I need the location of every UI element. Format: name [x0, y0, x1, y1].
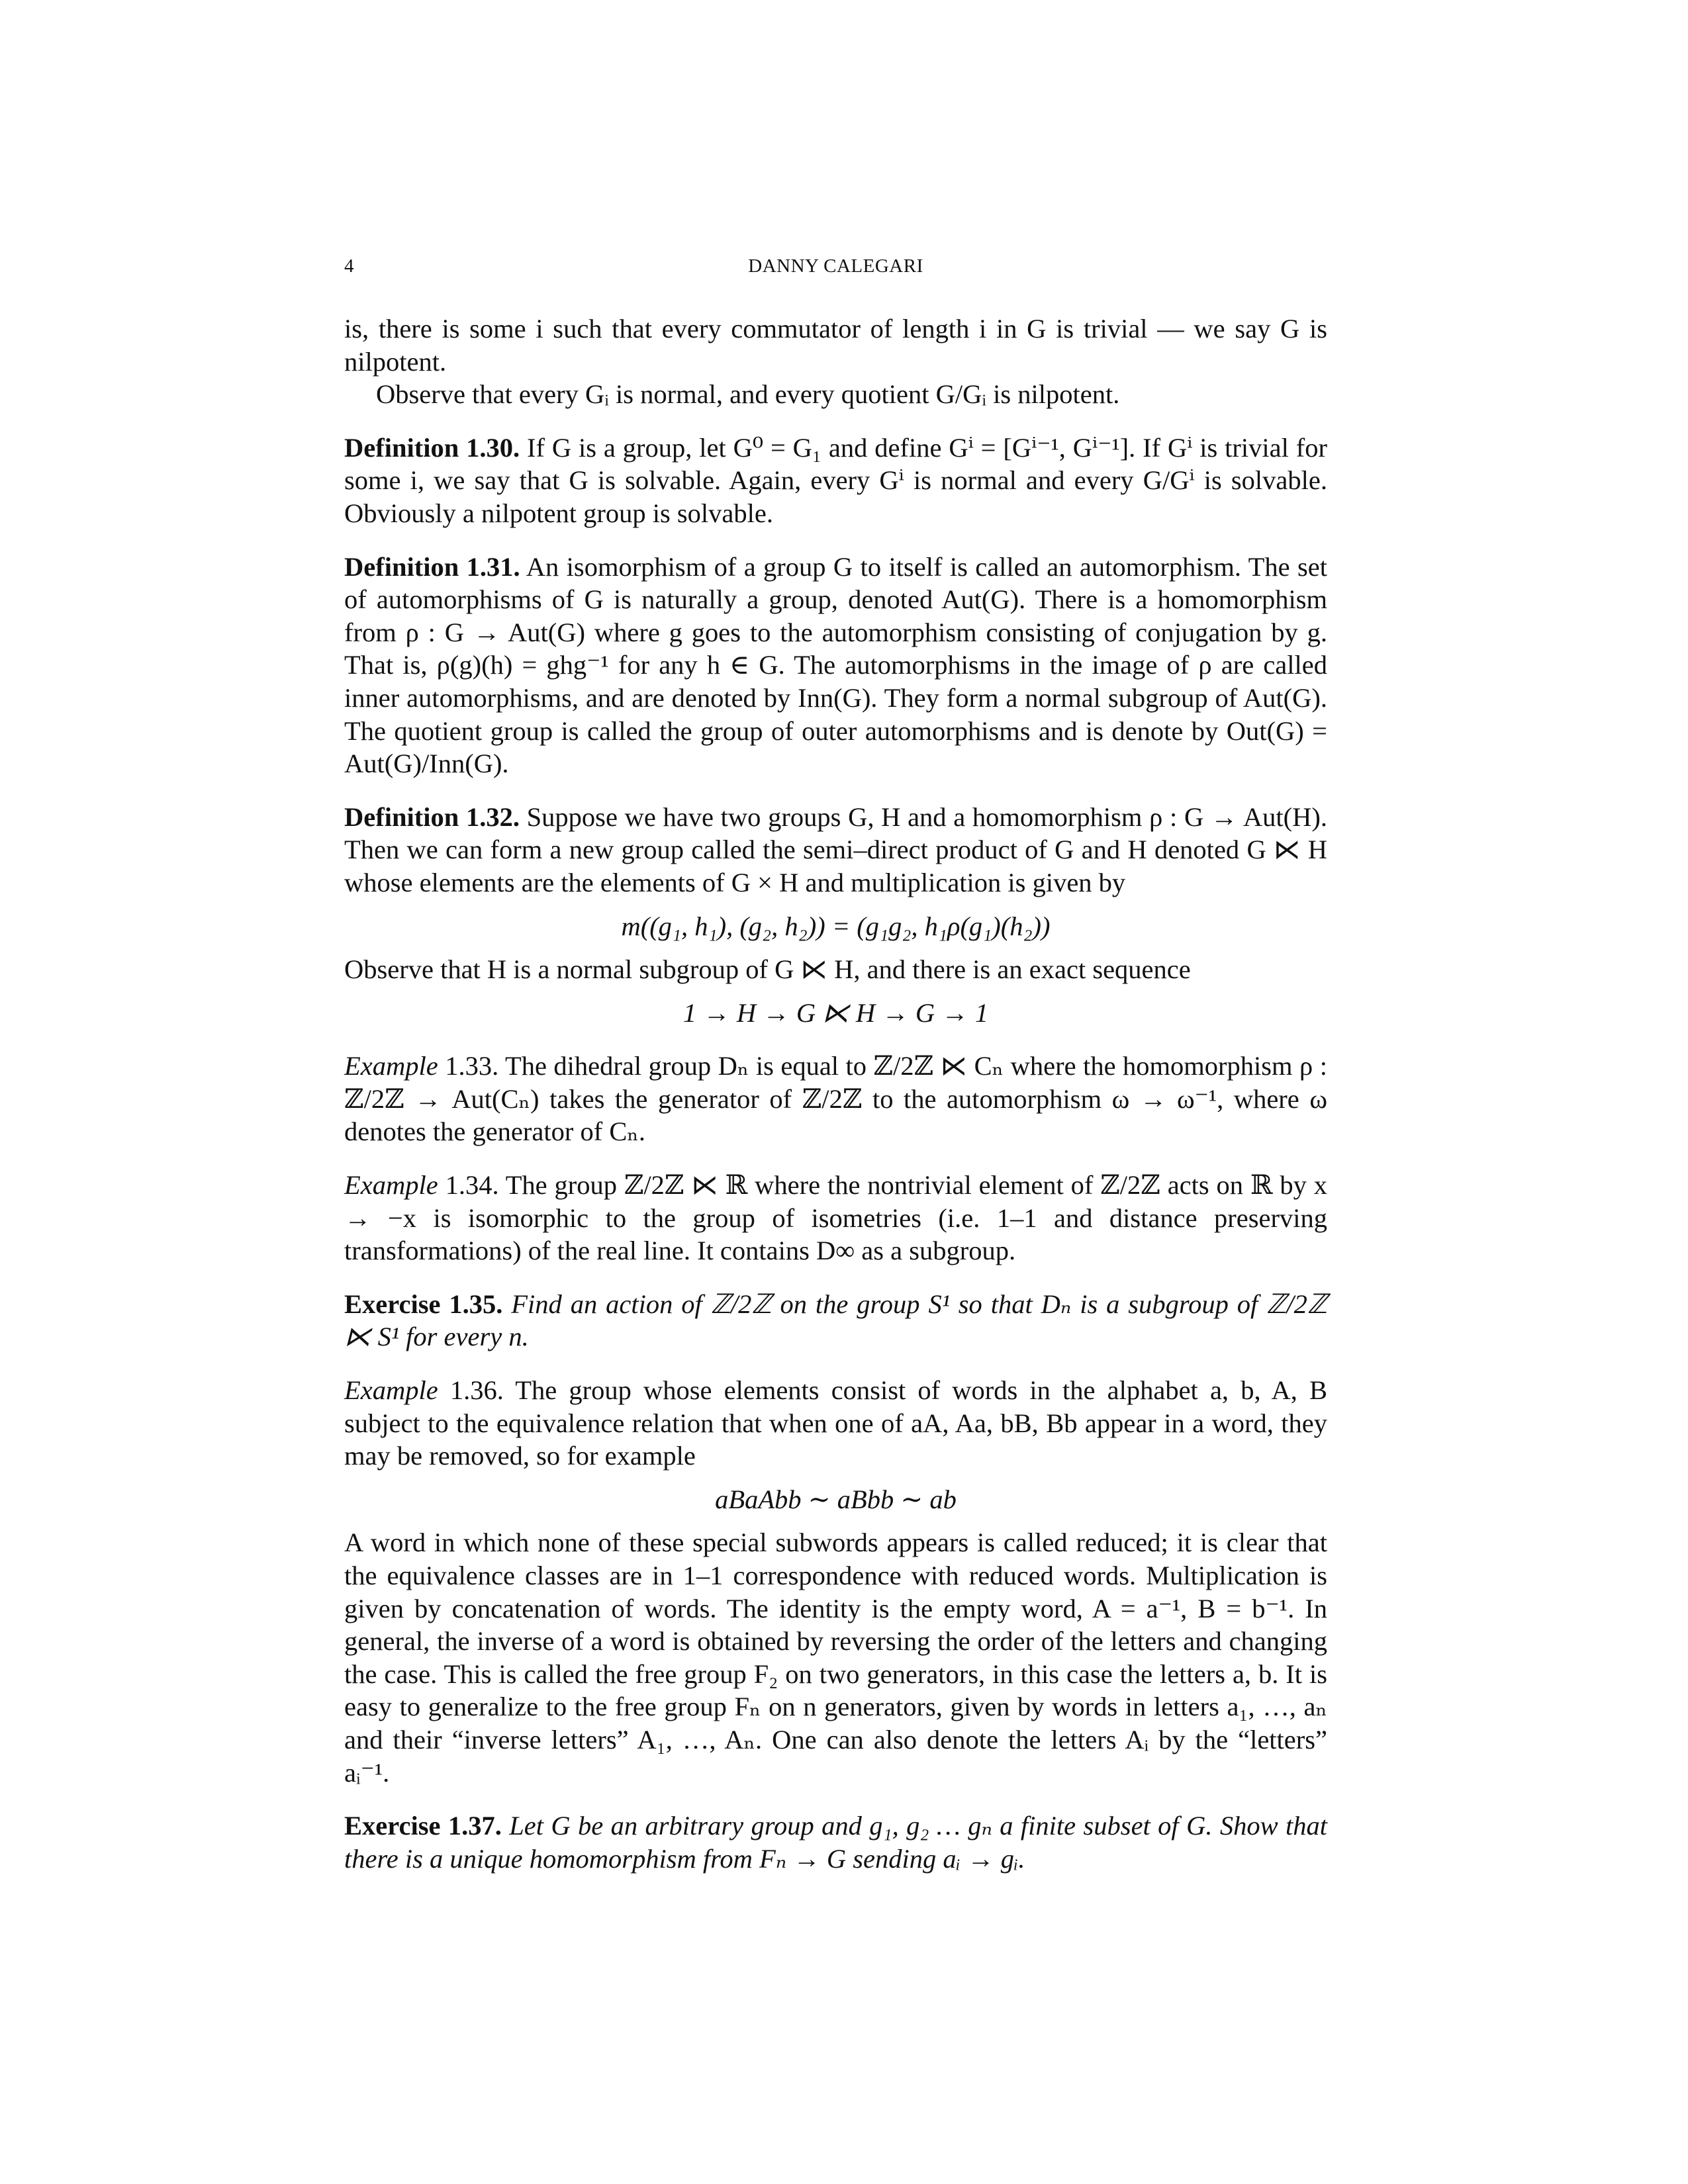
paragraph-exact-sequence: Observe that H is a normal subgroup of G ⋉ H, and there is an exact sequence [344, 954, 1191, 985]
example-number: 1.36. [449, 1375, 504, 1406]
example-text: The dihedral group Dₙ is equal to ℤ/2ℤ ⋉ Cₙ where the homomorphism ρ : ℤ/2ℤ → Aut(Cₙ) takes the generator of ℤ/2ℤ to the automorphism ω → ω⁻¹, where ω denotes the generator of Cₙ. [344, 1051, 1327, 1147]
running-head: DANNY CALEGARI [748, 255, 923, 277]
paragraph-observe-normal: Observe that every Gᵢ is normal, and every quotient G/Gᵢ is nilpotent. [376, 379, 1120, 410]
paragraph-free-group: A word in which none of these special subwords appears is called reduced; it is clear that the equivalence classes are in 1–1 correspondence with reduced words. Multiplication is given by concatenation of words. The identity is the empty word, A = a⁻¹, B = b⁻¹. In general, the inverse of a word is obtained by reversing the order of the letters and changing the case. This is called the free group F₂ on two generators, in this case the letters a, b. It is easy to generalize to the free group Fₙ on n generators, given by words in letters a₁, …, aₙ and their “inverse letters” A₁, …, Aₙ. One can also denote the letters Aᵢ by the “letters” aᵢ⁻¹. [344, 1527, 1327, 1788]
example-1-33 [344, 1050, 1327, 1148]
definition-1-30 [344, 432, 1327, 530]
exercise-1-35 [344, 1288, 1327, 1353]
definition-label: Definition 1.32. [344, 801, 520, 832]
definition-1-31 [344, 551, 1327, 780]
definition-text: If G is a group, let G⁰ = G₁ and define Gⁱ = [Gⁱ⁻¹, Gⁱ⁻¹]. If Gⁱ is trivial for some i, we say that G is solvable. Again, every Gⁱ is normal and every G/Gⁱ is solvable. Obviously a nilpotent group is solvable. [344, 432, 1328, 528]
exercise-label: Exercise 1.37. [344, 1811, 502, 1841]
equation-word-reduction: aBaAbb ∼ aBbb ∼ ab [715, 1484, 957, 1514]
paragraph-nilpotent: is, there is some i such that every commutator of length i in G is trivial — we say G is nilpotent. [344, 314, 1327, 377]
equation-exact-sequence: 1 → H → G ⋉ H → G → 1 [682, 997, 989, 1028]
definition-text: Suppose we have two groups G, H and a homomorphism ρ : G → Aut(H). Then we can form a new group called the semi–direct product of G and H denoted G ⋉ H whose elements are the elements of G × H and multiplication is given by [344, 801, 1327, 897]
example-label: Example [344, 1170, 438, 1201]
definition-text: An isomorphism of a group G to itself is called an automorphism. The set of automorphisms of G is naturally a group, denoted Aut(G). There is a homomorphism from ρ : G → Aut(G) where g goes to the automorphism consisting of conjugation by g. That is, ρ(g)(h) = ghg⁻¹ for any h ∈ G. The automorphisms in the image of ρ are called inner automorphisms, and are denoted by Inn(G). They form a normal subgroup of Aut(G). The quotient group is called the group of outer automorphisms and is denote by Out(G) = Aut(G)/Inn(G). [344, 551, 1327, 779]
example-text: The group whose elements consist of words in the alphabet a, b, A, B subject to the equivalence relation that when one of aA, Aa, bB, Bb appear in a word, they may be removed, so for example [344, 1375, 1327, 1471]
page-header [344, 255, 1327, 295]
exercise-label: Exercise 1.35. [344, 1289, 503, 1319]
exercise-1-37 [344, 1809, 1327, 1875]
exercise-text: Find an action of ℤ/2ℤ on the group S¹ so that Dₙ is a subgroup of ℤ/2ℤ ⋉ S¹ for every n. [344, 1289, 1327, 1352]
example-label: Example [344, 1051, 438, 1081]
body-text [344, 312, 1327, 1875]
example-number: 1.33. [445, 1051, 499, 1081]
example-text: The group ℤ/2ℤ ⋉ ℝ where the nontrivial element of ℤ/2ℤ acts on ℝ by x → −x is isomorphic to the group of isometries (i.e. 1–1 and distance preserving transformations) of the real line. It contains D∞ as a subgroup. [344, 1170, 1327, 1266]
example-1-34 [344, 1169, 1327, 1267]
page-number: 4 [344, 255, 354, 277]
example-number: 1.34. [445, 1170, 499, 1201]
example-1-36 [344, 1374, 1327, 1473]
example-label: Example [344, 1375, 438, 1406]
definition-label: Definition 1.31. [344, 551, 520, 582]
equation-semidirect-multiplication: m((g₁, h₁), (g₂, h₂)) = (g₁g₂, h₁ρ(g₁)(h₂)) [621, 911, 1051, 941]
definition-label: Definition 1.30. [344, 432, 520, 463]
exercise-text: Let G be an arbitrary group and g₁, g₂ … gₙ a finite subset of G. Show that there is a unique homomorphism from Fₙ → G sending aᵢ → gᵢ. [344, 1811, 1328, 1874]
definition-1-32 [344, 801, 1327, 899]
